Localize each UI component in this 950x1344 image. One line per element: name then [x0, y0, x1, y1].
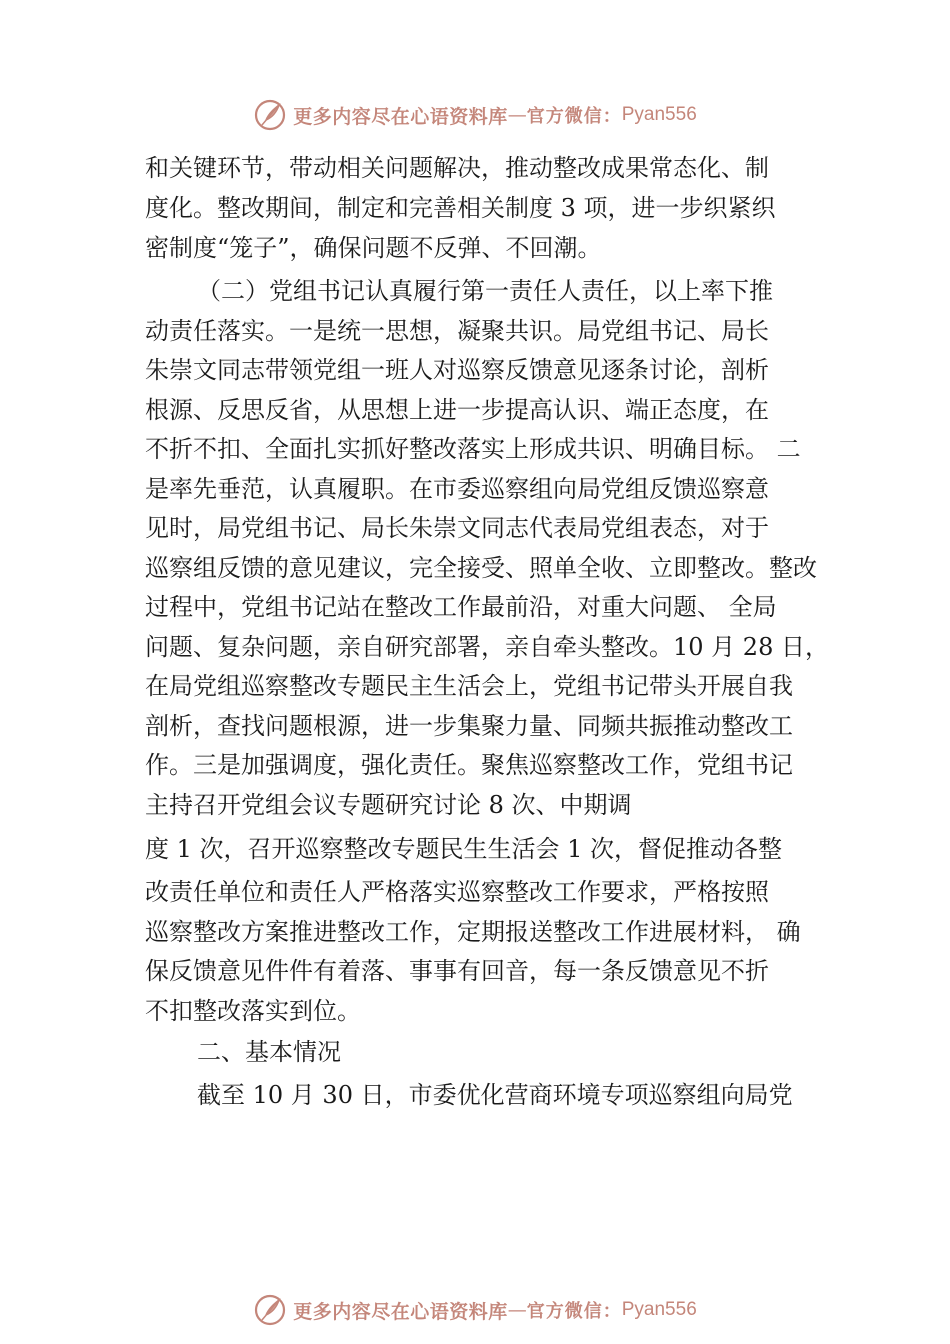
banner-separator: — [507, 1299, 527, 1321]
text-line: （二）党组书记认真履行第一责任人责任，以上率下推 [197, 277, 773, 305]
text-line: 密制度“笼子”，确保问题不反弹、不回潮。 [145, 234, 602, 262]
text-line: 改责任单位和责任人严格落实巡察整改工作要求，严格按照 [145, 878, 769, 906]
text-line: 巡察组反馈的意见建议，完全接受、照单全收、立即整改。整改 [145, 554, 817, 582]
banner-separator: — [507, 104, 527, 126]
text-line: 根源、反思反省，从思想上进一步提高认识、端正态度，在 [145, 396, 769, 424]
text-line: 巡察整改方案推进整改工作，定期报送整改工作进展材料， 确 [145, 918, 801, 946]
section-heading: 二、基本情况 [197, 1038, 341, 1066]
banner-wechat-id: Pyan556 [621, 104, 697, 125]
feather-logo-icon [253, 98, 287, 132]
header-banner [0, 95, 950, 135]
text-line: 在局党组巡察整改专题民主生活会上，党组书记带头开展自我 [145, 672, 793, 700]
text-line: 剖析，查找问题根源，进一步集聚力量、同频共振推动整改工 [145, 712, 793, 740]
text-line: 截至 10 月 30 日，市委优化营商环境专项巡察组向局党 [197, 1081, 793, 1109]
text-line: 见时，局党组书记、局长朱崇文同志代表局党组表态，对于 [145, 514, 769, 542]
text-line: 主持召开党组会议专题研究讨论 8 次、中期调 [145, 791, 632, 819]
text-line: 是率先垂范，认真履职。在市委巡察组向局党组反馈巡察意 [145, 475, 769, 503]
feather-logo-icon [253, 1293, 287, 1327]
banner-site-name: 更多内容尽在心语资料库 [293, 105, 508, 128]
text-line: 作。三是加强调度，强化责任。聚焦巡察整改工作，党组书记 [145, 751, 793, 779]
text-line: 问题、复杂问题，亲自研究部署，亲自牵头整改。10 月 28 日， [145, 633, 829, 661]
text-line: 不折不扣、全面扎实抓好整改落实上形成共识、明确目标。 二 [145, 435, 801, 463]
text-line: 过程中，党组书记站在整改工作最前沿，对重大问题、 全局 [145, 593, 777, 621]
text-line: 不扣整改落实到位。 [145, 997, 361, 1025]
text-line: 动责任落实。一是统一思想，凝聚共识。局党组书记、局长 [145, 317, 769, 345]
text-line: 度 1 次，召开巡察整改专题民生生活会 1 次，督促推动各整 [145, 835, 783, 863]
text-line: 保反馈意见件件有着落、事事有回音，每一条反馈意见不折 [145, 957, 769, 985]
banner-wechat-label: 官方微信： [526, 1301, 622, 1322]
banner-wechat-label: 官方微信： [526, 106, 622, 127]
text-line: 度化。整改期间，制定和完善相关制度 3 项，进一步织紧织 [145, 194, 776, 222]
footer-banner [0, 1290, 950, 1330]
banner-wechat-id: Pyan556 [621, 1299, 697, 1320]
text-line: 朱崇文同志带领党组一班人对巡察反馈意见逐条讨论，剖析 [145, 356, 769, 384]
text-line: 和关键环节，带动相关问题解决，推动整改成果常态化、制 [145, 154, 769, 182]
banner-site-name: 更多内容尽在心语资料库 [293, 1300, 508, 1323]
